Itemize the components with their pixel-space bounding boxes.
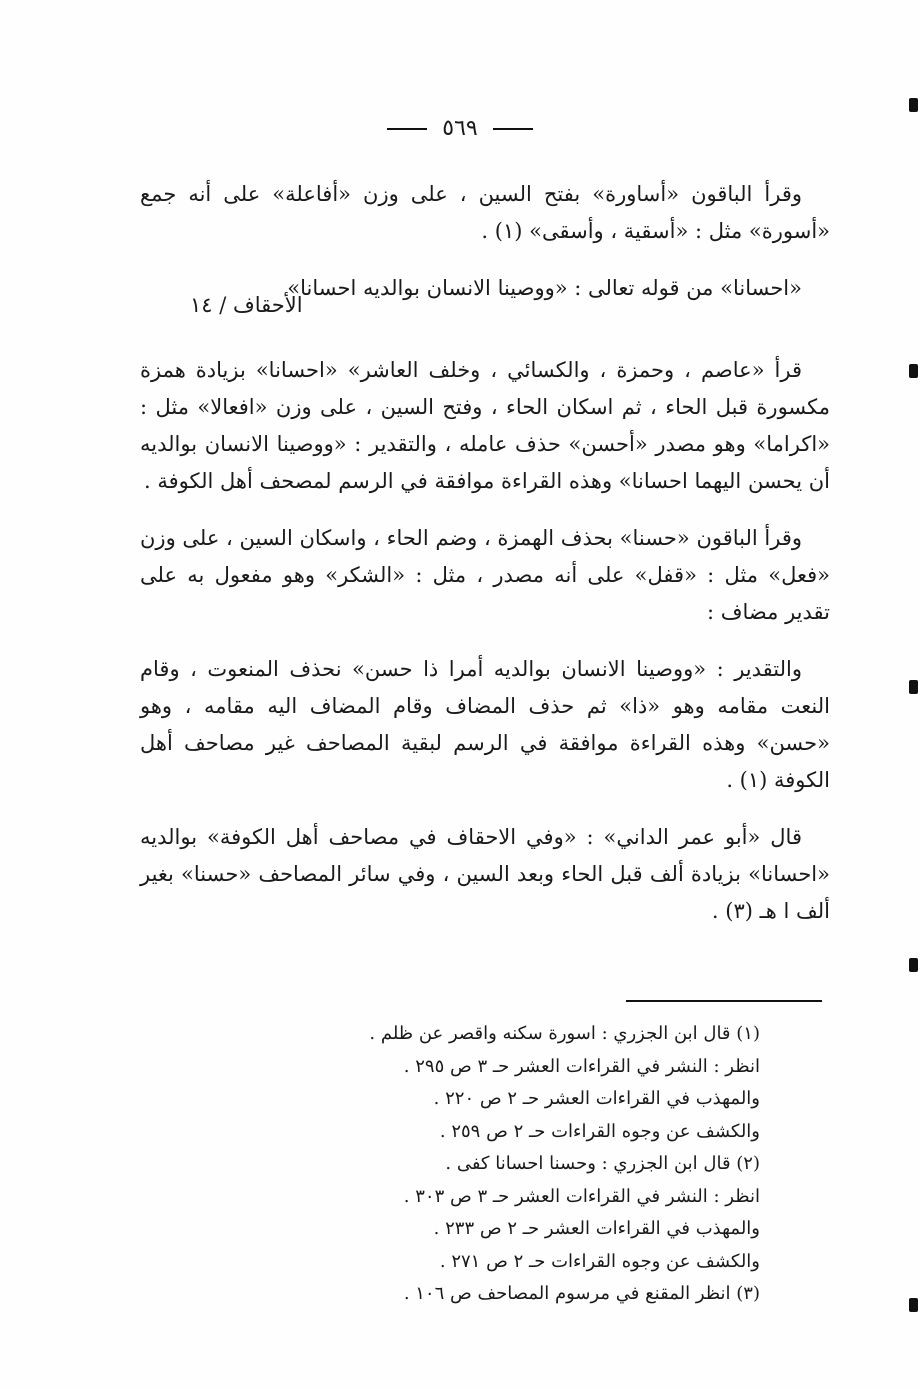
body-text-upper (140, 176, 830, 307)
page-edge-mark (909, 958, 918, 972)
page-number-text: ٥٦٩ (442, 116, 478, 141)
footnote-line: والكشف عن وجوه القراءات حـ ٢ ص ٢٥٩ . (439, 1120, 760, 1142)
footnote-separator (626, 1000, 822, 1002)
body-text-main (140, 352, 830, 950)
page-edge-mark (909, 364, 918, 378)
paragraph: والتقدير : «ووصينا الانسان بوالديه أمرا ذا حسن» نحذف المنعوت ، وقام النعت مقامه وهو «ذا» ثم حذف المضاف وقام المضاف اليه مقامه ، وهو «حسن» وهذه القراءة موافقة في الرسم لبقية المصاحف غير مصاحف أهل الكوفة (١) . (140, 657, 830, 792)
footnote-line: (١) قال ابن الجزري : اسورة سكنه واقصر عن ظلم . (369, 1023, 760, 1044)
footnotes (240, 1018, 760, 1311)
page-number-dash (387, 128, 427, 130)
paragraph: قال «أبو عمر الداني» : «وفي الاحقاف في مصاحف أهل الكوفة» بوالديه «احسانا» بزيادة ألف قبل الحاء وبعد السين ، وفي سائر المصاحف «حسنا» بغير ألف ا هـ (٣) . (140, 825, 830, 923)
paragraph: «احسانا» من قوله تعالى : «ووصينا الانسان بوالديه احسانا» (287, 276, 802, 300)
paragraph: وقرأ الباقون «أساورة» بفتح السين ، على وزن «أفاعلة» على أنه جمع «أسورة» مثل : «أسقية ، وأسقى» (١) . (140, 182, 830, 243)
page-number (0, 116, 920, 141)
footnote-line: (٢) قال ابن الجزري : وحسنا احسانا كفى . (445, 1153, 760, 1174)
page-edge-mark (909, 98, 918, 112)
footnote-line: (٣) انظر المقنع في مرسوم المصاحف ص ١٠٦ . (403, 1283, 760, 1304)
page-edge-mark (909, 1298, 918, 1312)
page-number-dash (493, 128, 533, 130)
paragraph: قرأ «عاصم ، وحمزة ، والكسائي ، وخلف العاشر» «احسانا» بزيادة همزة مكسورة قبل الحاء ، ثم اسكان الحاء ، وفتح السين ، على وزن «افعالا» مثل : «اكراما» وهو مصدر «أحسن» حذف عامله ، والتقدير : «ووصينا الانسان بوالديه أن يحسن اليهما احسانا» وهذه القراءة موافقة في الرسم لمصحف أهل الكوفة . (140, 358, 831, 493)
footnote-line: والكشف عن وجوه القراءات حـ ٢ ص ٢٧١ . (439, 1250, 760, 1272)
footnote-line: والمهذب في القراءات العشر حـ ٢ ص ٢٣٣ . (433, 1218, 760, 1239)
footnote-line: انظر : النشر في القراءات العشر حـ ٣ ص ٢٩٥ . (403, 1055, 760, 1077)
paragraph: وقرأ الباقون «حسنا» بحذف الهمزة ، وضم الحاء ، واسكان السين ، على وزن «فعل» مثل : «قفل» على أنه مصدر ، مثل : «الشكر» وهو مفعول به على تقدير مضاف : (140, 526, 830, 624)
footnote-line: والمهذب في القراءات العشر حـ ٢ ص ٢٢٠ . (433, 1088, 760, 1109)
footnote-line: انظر : النشر في القراءات العشر حـ ٣ ص ٣٠٣ . (403, 1185, 760, 1207)
page-edge-mark (909, 680, 918, 694)
verse-reference: الأحقاف / ١٤ (190, 293, 303, 317)
